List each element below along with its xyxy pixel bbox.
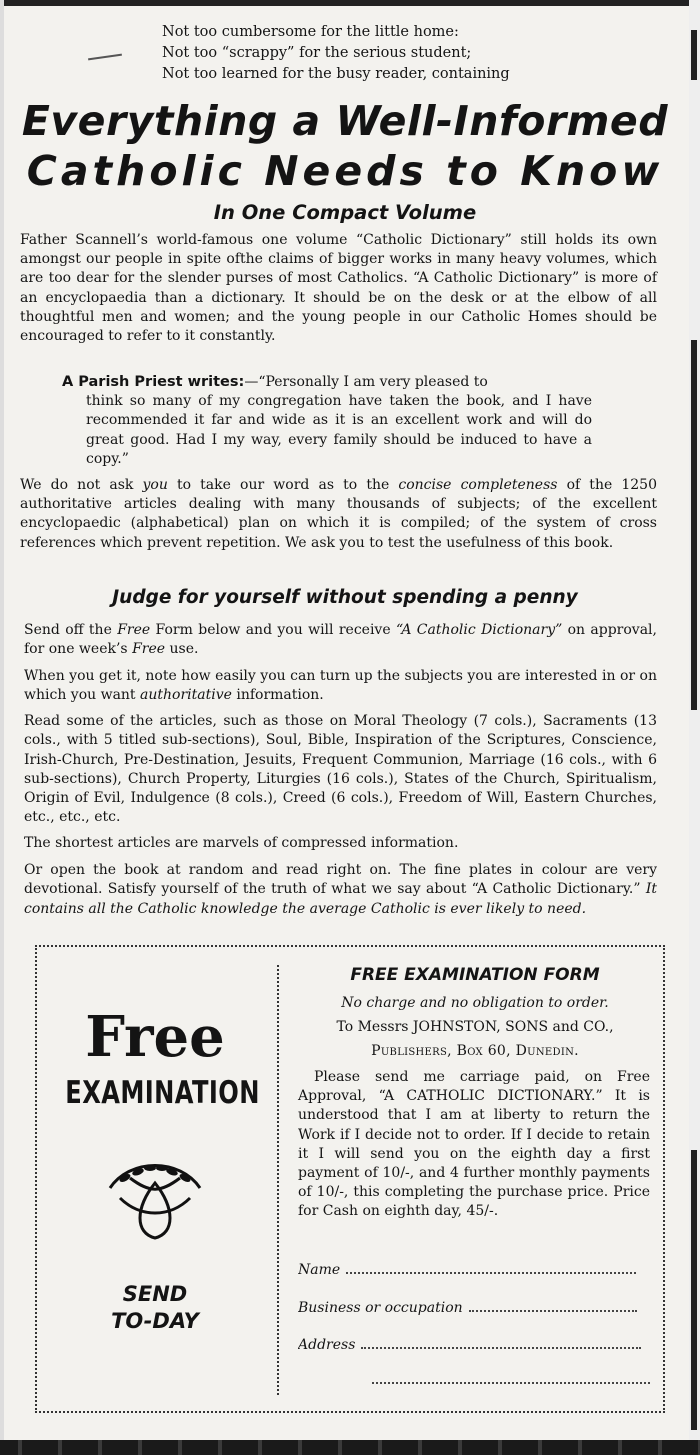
- address-line[interactable]: [361, 1337, 641, 1349]
- quote-text-rest: think so many of my congregation have taken the book, and I have recommended it far and wide as it is an excellent work and will do great good. Had I my way, every family should be induced to have a copy.”: [86, 393, 592, 467]
- bottom-border: [0, 1440, 700, 1455]
- p4-authoritative: authoritative: [140, 687, 232, 704]
- coupon-divider: [277, 965, 279, 1395]
- quote-text-start: “Personally I am very pleased to: [258, 374, 488, 390]
- p2-text-c: to take our word as to the: [167, 477, 399, 493]
- name-label: Name: [298, 1262, 341, 1278]
- name-field[interactable]: [298, 1262, 650, 1278]
- shortest-articles-paragraph: The shortest articles are marvels of compressed information.: [24, 835, 459, 851]
- p7-a: Or open the book at random and read right on. The fine plates in colour are very devotional. Satisfy yourself of the truth of what we say about “A Catholic Dictionary.”: [24, 862, 657, 898]
- p3-e: on approval, for one week’s: [24, 622, 657, 658]
- address-field[interactable]: [298, 1337, 650, 1353]
- intro-lines: [162, 22, 510, 85]
- headline-line-1: Everything a Well-Informed: [21, 97, 669, 145]
- right-edge: [689, 0, 700, 1455]
- intro-line-1: Not too cumbersome for the little home:: [162, 24, 459, 40]
- subheadline: In One Compact Volume: [213, 201, 477, 224]
- open-book-paragraph: [24, 861, 657, 919]
- p3-title: “A Catholic Dictionary”: [395, 622, 563, 638]
- parish-priest-quote: [62, 373, 592, 469]
- headline-line-2: Catholic Needs to Know: [26, 147, 664, 195]
- p3-a: Send off the: [24, 622, 118, 638]
- form-publisher-address: Publishers, Box 60, Dunedin.: [371, 1043, 579, 1059]
- address-label: Address: [298, 1337, 356, 1353]
- p2-text-e: of the 1250 authoritative articles dealing with many thousands of subjects; of the excellent encyclopaedic (alphabetical) plan on which it is compiled; of the system of cross references which prevent repetition. We ask you to test the usefulness of this book.: [20, 477, 657, 551]
- business-field[interactable]: [298, 1300, 650, 1316]
- name-line[interactable]: [346, 1262, 636, 1274]
- quote-label: A Parish Priest writes:: [62, 374, 245, 390]
- p2-text-a: We do not ask: [20, 477, 143, 493]
- laurel-knot-ornament-icon: [100, 1148, 210, 1248]
- test-paragraph: [20, 476, 657, 553]
- p3-free-2: Free: [132, 641, 166, 658]
- form-body-text: [298, 1068, 650, 1222]
- send-today-label: [40, 1281, 270, 1335]
- headline: [0, 96, 690, 196]
- business-line[interactable]: [469, 1300, 637, 1312]
- stray-mark: [88, 54, 122, 61]
- form-subtitle: No charge and no obligation to order.: [341, 995, 609, 1011]
- p3-c: Form below and you will receive: [150, 622, 396, 638]
- business-label: Business or occupation: [298, 1300, 463, 1316]
- send-line-2: TO-DAY: [111, 1309, 199, 1333]
- when-you-get-it-paragraph: [24, 667, 657, 706]
- address-line-2[interactable]: [372, 1378, 650, 1384]
- p3-free-1: Free: [117, 622, 151, 638]
- quote-dash: —: [244, 374, 259, 390]
- examination-label: EXAMINATION: [65, 1075, 260, 1111]
- p7-emphasis: It contains all the Catholic knowledge the average Catholic is ever likely to need.: [24, 881, 657, 917]
- top-border: [0, 0, 700, 6]
- articles-paragraph: Read some of the articles, such as those on Moral Theology (7 cols.), Sacraments (13 cols., with 5 titled sub-sections), Soul, Bible, Inspiration of the Scriptures, Conscience, Irish-Church, Pre-Destination, Jesuits, Frequent Communion, Marriage (16 cols., with 6 sub-sections), Church Property, Liturgies (16 cols.), States of the Church, Spiritualism, Origin of Evil, Indulgence (8 cols.), Creed (6 cols.), Freedom of Will, Eastern Churches, etc., etc., etc.: [24, 713, 657, 826]
- form-body: Please send me carriage paid, on Free Approval, “A CATHOLIC DICTIONARY.” It is understood that I am at liberty to return the Work if I decide not to order. If I decide to retain it I will send you on the eighth day a first payment of 10/-, and 4 further monthly payments of 10/-, this completing the purchase price. Price for Cash on eighth day, 45/-.: [298, 1069, 650, 1220]
- send-line-1: SEND: [122, 1282, 188, 1306]
- send-off-paragraph: [24, 621, 657, 660]
- judge-heading: Judge for yourself without spending a penny: [112, 587, 578, 608]
- form-title: FREE EXAMINATION FORM: [350, 965, 600, 985]
- p2-emph-you: you: [142, 477, 168, 493]
- intro-line-3: Not too learned for the busy reader, containing: [162, 66, 510, 82]
- intro-paragraph: Father Scannell’s world-famous one volume “Catholic Dictionary” still holds its own amongst our people in spite ofthe claims of bigger works in many heavy volumes, which are too dear for the slender purses of most Catholics. “A Catholic Dictionary” is more of an encyclopaedia than a dictionary. It should be on the desk or at the elbow of all thoughtful men and women; and the young people in our Catholic Homes should be encouraged to refer to it constantly.: [20, 232, 657, 345]
- intro-line-2: Not too “scrappy” for the serious student;: [162, 45, 472, 61]
- free-label: Free: [85, 1004, 225, 1070]
- form-addressee: To Messrs JOHNSTON, SONS and CO.,: [336, 1019, 614, 1035]
- p3-g: use.: [165, 641, 199, 658]
- p2-emph-concise: concise completeness: [398, 477, 558, 493]
- p4-c: information.: [231, 687, 324, 704]
- p4-a: When you get it, note how easily you can turn up the subjects you are interested in or on which you want: [24, 668, 657, 704]
